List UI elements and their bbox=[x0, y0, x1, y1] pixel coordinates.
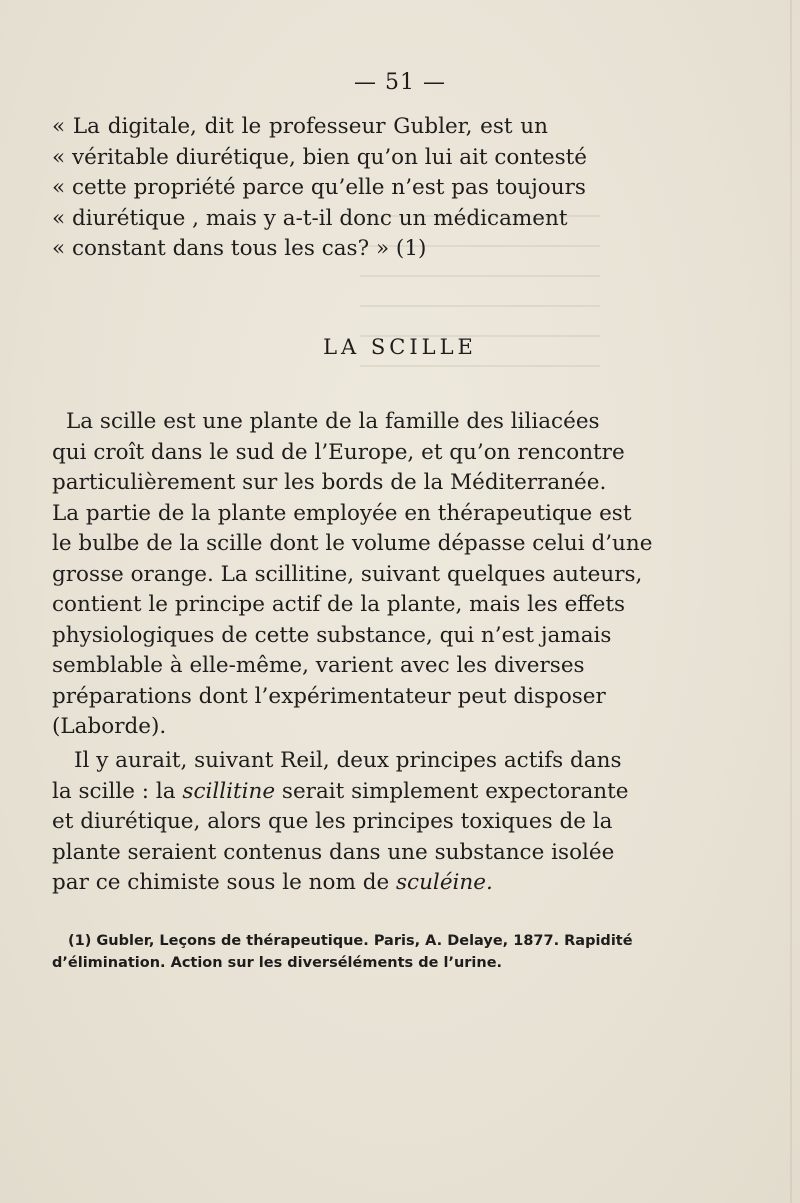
text-line: « diurétique , mais y a-t-il donc un médicament bbox=[52, 205, 568, 231]
footnote bbox=[52, 930, 633, 974]
italic-term: scillitine bbox=[182, 778, 276, 804]
text-line: contient le principe actif de la plante, mais les effets bbox=[52, 592, 625, 617]
text-line: (Laborde). bbox=[52, 714, 167, 739]
text-line: « constant dans tous les cas? » (1) bbox=[52, 236, 427, 261]
text-line: « La digitale, dit le professeur Gubler, est un bbox=[52, 114, 548, 139]
text-line: plante seraient contenus dans une substance isolée bbox=[52, 839, 615, 865]
footnote-line: (1) Gubler, Leçons de thérapeutique. Paris, A. Delaye, 1877. Rapidité bbox=[68, 933, 633, 949]
text-fragment: serait simplement expectorante bbox=[275, 778, 629, 804]
paragraph-reil-principles bbox=[52, 746, 629, 899]
text-line: « véritable diurétique, bien qu’on lui ait contesté bbox=[52, 144, 587, 170]
text-line: grosse orange. La scillitine, suivant quelques auteurs, bbox=[52, 561, 643, 587]
text-line: La scille est une plante de la famille des liliacées bbox=[66, 409, 600, 434]
text-line: Il y aurait, suivant Reil, deux principes actifs dans bbox=[74, 748, 622, 773]
footnote-line: d’élimination. Action sur les diverséléments de l’urine. bbox=[52, 955, 503, 971]
text-line bbox=[52, 868, 548, 899]
italic-term: sculéine. bbox=[396, 870, 493, 895]
section-title: LA SCILLE bbox=[323, 335, 477, 359]
paragraph-scille-description bbox=[52, 407, 653, 743]
quote-paragraph bbox=[52, 112, 587, 265]
page-number: — 51 — bbox=[354, 70, 446, 95]
text-line: La partie de la plante employée en thérapeutique est bbox=[52, 500, 632, 526]
text-line: physiologiques de cette substance, qui n’est jamais bbox=[52, 622, 612, 648]
page-edge-shadow bbox=[790, 0, 792, 1203]
text-line: particulièrement sur les bords de la Méditerranée. bbox=[52, 470, 607, 495]
text-line: et diurétique, alors que les principes toxiques de la bbox=[52, 809, 613, 834]
text-fragment: par ce chimiste sous le nom de bbox=[52, 870, 397, 895]
text-line: le bulbe de la scille dont le volume dépasse celui d’une bbox=[52, 531, 653, 556]
text-line: qui croît dans le sud de l’Europe, et qu’on rencontre bbox=[52, 439, 625, 465]
text-line: semblable à elle-même, varient avec les diverses bbox=[52, 653, 585, 678]
text-line: préparations dont l’expérimentateur peut disposer bbox=[52, 683, 606, 709]
text-line bbox=[52, 777, 629, 808]
text-line: « cette propriété parce qu’elle n’est pas toujours bbox=[52, 175, 586, 200]
text-fragment: la scille : la bbox=[52, 778, 183, 804]
